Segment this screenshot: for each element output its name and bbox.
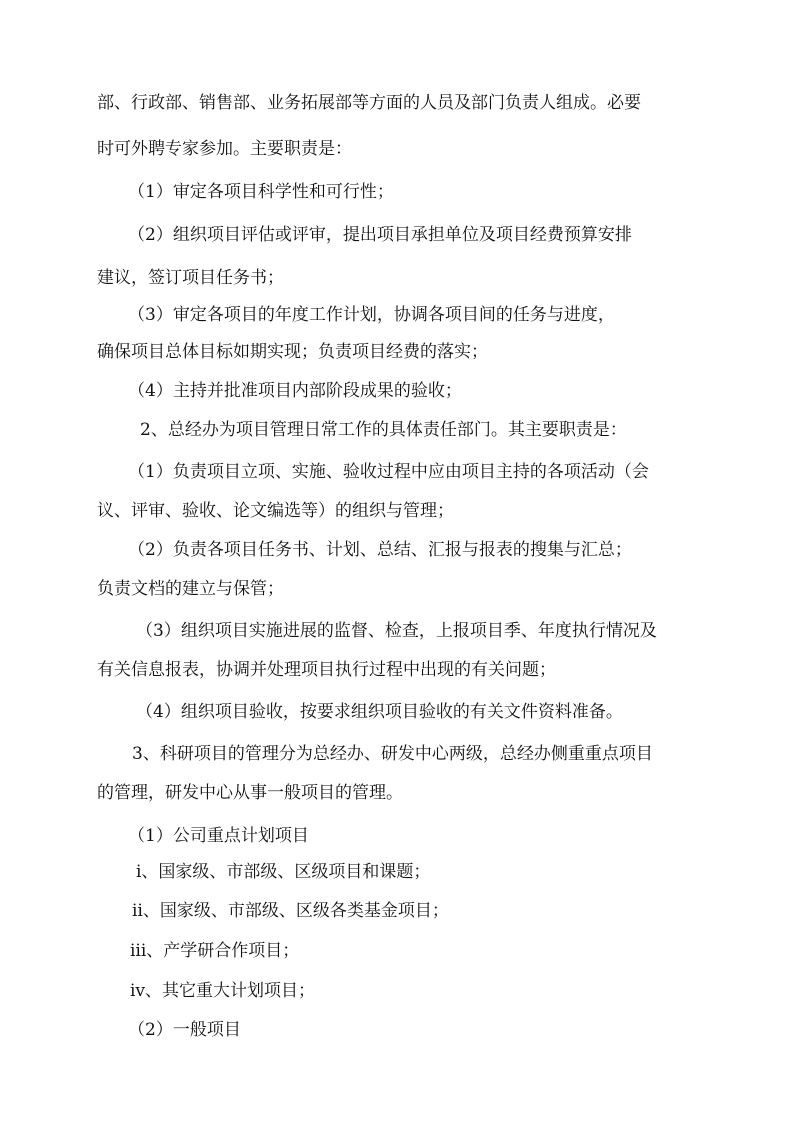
text-line: 议、评审、验收、论文编选等）的组织与管理；	[97, 501, 454, 521]
text-line: 部、行政部、销售部、业务拓展部等方面的人员及部门负责人组成。必要	[97, 93, 641, 113]
text-line: （1）公司重点计划项目	[128, 826, 309, 846]
text-line: 的管理，研发中心从事一般项目的管理。	[97, 783, 403, 803]
text-line: （4）主持并批准项目内部阶段成果的验收；	[128, 381, 462, 401]
text-line: 2、总经办为项目管理日常工作的具体责任部门。其主要职责是：	[140, 420, 627, 440]
text-line: （4）组织项目验收，按要求组织项目验收的有关文件资料准备。	[136, 702, 623, 722]
text-line: （3）审定各项目的年度工作计划，协调各项目间的任务与进度，	[128, 305, 615, 325]
text-line: （1）审定各项目科学性和可行性；	[128, 182, 394, 202]
text-line: 有关信息报表，协调并处理项目执行过程中出现的有关问题；	[97, 660, 556, 680]
text-line: ⅲ、产学研合作项目；	[130, 941, 300, 961]
text-line: ⅳ、其它重大计划项目；	[130, 981, 316, 1001]
text-line: 确保项目总体目标如期实现；负责项目经费的落实；	[97, 342, 488, 362]
text-line: （3）组织项目实施进展的监督、检查，上报项目季、年度执行情况及	[136, 621, 657, 641]
text-line: （2）一般项目	[128, 1020, 241, 1040]
text-line: ⅰ、国家级、市部级、区级项目和课题；	[136, 862, 431, 882]
text-line: （1）负责项目立项、实施、验收过程中应由项目主持的各项活动（会	[128, 462, 649, 482]
text-line: 3、科研项目的管理分为总经办、研发中心两级，总经办侧重重点项目	[132, 744, 653, 764]
text-line: 负责文档的建立与保管；	[97, 579, 284, 599]
text-line: 时可外聘专家参加。主要职责是：	[97, 139, 352, 159]
text-line: （2）组织项目评估或评审，提出项目承担单位及项目经费预算安排	[128, 225, 632, 245]
text-line: ⅱ、国家级、市部级、区级各类基金项目；	[132, 901, 449, 921]
text-line: 建议，签订项目任务书；	[97, 268, 284, 288]
text-line: （2）负责各项目任务书、计划、总结、汇报与报表的搜集与汇总；	[128, 540, 632, 560]
